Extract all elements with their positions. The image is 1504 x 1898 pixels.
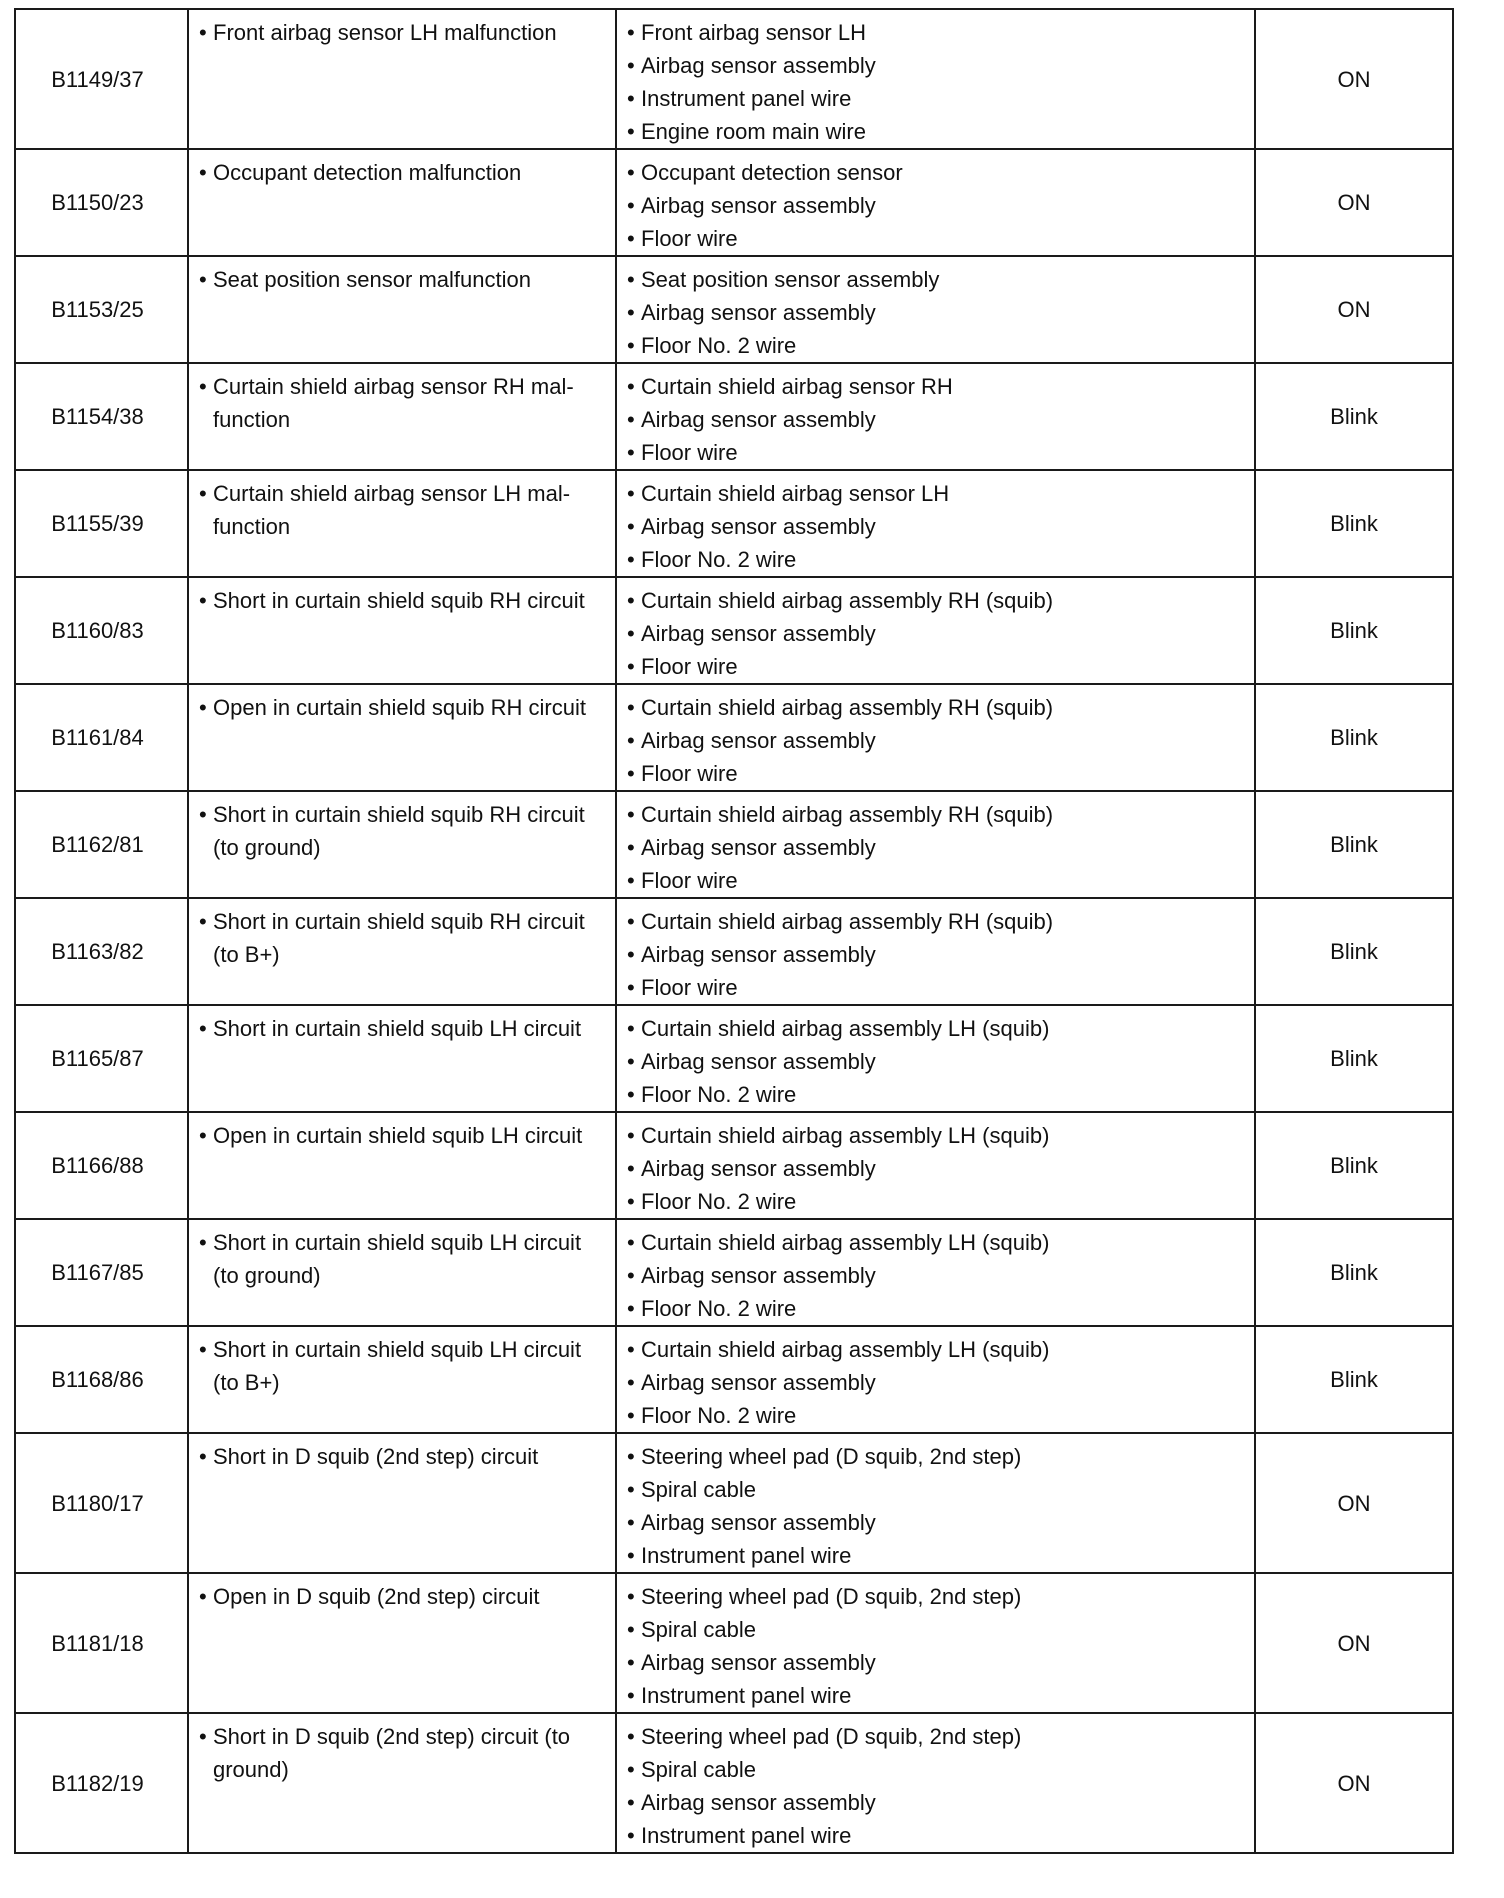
trouble-area-list xyxy=(627,798,1248,897)
detection-item-cell xyxy=(188,898,616,1005)
trouble-area-item: • Curtain shield airbag assembly LH (squib) xyxy=(627,1119,1248,1152)
dtc-code: B1166/88 xyxy=(15,1112,188,1219)
detection-item: • Short in curtain shield squib RH circuit (to ground) xyxy=(199,798,609,864)
trouble-area-list xyxy=(627,263,1248,362)
detection-item-cell xyxy=(188,1326,616,1433)
detection-item-cell xyxy=(188,256,616,363)
detection-item-cell xyxy=(188,1112,616,1219)
detection-item: • Open in curtain shield squib RH circuit xyxy=(199,691,609,724)
trouble-area-cell xyxy=(616,1326,1255,1433)
dtc-row xyxy=(15,9,1453,149)
trouble-area-item: • Instrument panel wire xyxy=(627,1679,1248,1712)
detection-item-list xyxy=(199,477,609,543)
detection-item-cell xyxy=(188,1005,616,1112)
warning-light-status: Blink xyxy=(1255,1005,1453,1112)
trouble-area-list xyxy=(627,905,1248,1004)
dtc-row xyxy=(15,1326,1453,1433)
warning-light-status: Blink xyxy=(1255,1112,1453,1219)
trouble-area-list xyxy=(627,370,1248,469)
warning-light-status: Blink xyxy=(1255,791,1453,898)
dtc-row xyxy=(15,577,1453,684)
warning-light-status: Blink xyxy=(1255,1219,1453,1326)
trouble-area-item: • Instrument panel wire xyxy=(627,1539,1248,1572)
trouble-area-cell xyxy=(616,1573,1255,1713)
trouble-area-item: • Airbag sensor assembly xyxy=(627,49,1248,82)
dtc-code: B1162/81 xyxy=(15,791,188,898)
detection-item: • Open in D squib (2nd step) circuit xyxy=(199,1580,609,1613)
detection-item-list xyxy=(199,584,609,617)
trouble-area-list xyxy=(627,584,1248,683)
warning-light-status: ON xyxy=(1255,149,1453,256)
detection-item-list xyxy=(199,370,609,436)
trouble-area-list xyxy=(627,1226,1248,1325)
detection-item: • Open in curtain shield squib LH circuit xyxy=(199,1119,609,1152)
dtc-code: B1153/25 xyxy=(15,256,188,363)
trouble-area-item: • Airbag sensor assembly xyxy=(627,1045,1248,1078)
trouble-area-cell xyxy=(616,9,1255,149)
trouble-area-item: • Steering wheel pad (D squib, 2nd step) xyxy=(627,1720,1248,1753)
detection-item: • Short in D squib (2nd step) circuit (to ground) xyxy=(199,1720,609,1786)
trouble-area-item: • Floor No. 2 wire xyxy=(627,1078,1248,1111)
detection-item-list xyxy=(199,16,609,49)
dtc-code: B1163/82 xyxy=(15,898,188,1005)
trouble-area-cell xyxy=(616,1005,1255,1112)
trouble-area-item: • Floor wire xyxy=(627,650,1248,683)
warning-light-status: Blink xyxy=(1255,470,1453,577)
trouble-area-list xyxy=(627,477,1248,576)
dtc-code: B1167/85 xyxy=(15,1219,188,1326)
dtc-row xyxy=(15,256,1453,363)
detection-item: • Short in curtain shield squib LH circuit (to B+) xyxy=(199,1333,609,1399)
warning-light-status: Blink xyxy=(1255,898,1453,1005)
detection-item: • Seat position sensor malfunction xyxy=(199,263,609,296)
dtc-row xyxy=(15,149,1453,256)
trouble-area-item: • Floor No. 2 wire xyxy=(627,1399,1248,1432)
dtc-row xyxy=(15,1005,1453,1112)
trouble-area-list xyxy=(627,1580,1248,1712)
trouble-area-item: • Airbag sensor assembly xyxy=(627,1152,1248,1185)
trouble-area-list xyxy=(627,1119,1248,1218)
dtc-row xyxy=(15,1219,1453,1326)
detection-item-list xyxy=(199,691,609,724)
trouble-area-item: • Spiral cable xyxy=(627,1753,1248,1786)
trouble-area-item: • Curtain shield airbag assembly RH (squib) xyxy=(627,905,1248,938)
trouble-area-cell xyxy=(616,898,1255,1005)
trouble-area-cell xyxy=(616,577,1255,684)
detection-item: • Short in curtain shield squib RH circuit xyxy=(199,584,609,617)
trouble-area-cell xyxy=(616,791,1255,898)
dtc-code: B1150/23 xyxy=(15,149,188,256)
dtc-row xyxy=(15,363,1453,470)
trouble-area-list xyxy=(627,1440,1248,1572)
detection-item-cell xyxy=(188,1219,616,1326)
warning-light-status: ON xyxy=(1255,1433,1453,1573)
dtc-table xyxy=(14,8,1454,1854)
detection-item-list xyxy=(199,905,609,971)
dtc-row xyxy=(15,898,1453,1005)
dtc-code: B1155/39 xyxy=(15,470,188,577)
dtc-row xyxy=(15,1112,1453,1219)
detection-item: • Short in curtain shield squib LH circuit (to ground) xyxy=(199,1226,609,1292)
trouble-area-item: • Airbag sensor assembly xyxy=(627,831,1248,864)
trouble-area-cell xyxy=(616,684,1255,791)
dtc-code: B1181/18 xyxy=(15,1573,188,1713)
trouble-area-item: • Occupant detection sensor xyxy=(627,156,1248,189)
dtc-table-body xyxy=(15,9,1453,1853)
detection-item: • Curtain shield airbag sensor RH mal-function xyxy=(199,370,609,436)
detection-item-cell xyxy=(188,791,616,898)
trouble-area-item: • Seat position sensor assembly xyxy=(627,263,1248,296)
dtc-code: B1180/17 xyxy=(15,1433,188,1573)
trouble-area-item: • Floor No. 2 wire xyxy=(627,543,1248,576)
dtc-code: B1182/19 xyxy=(15,1713,188,1853)
detection-item-list xyxy=(199,1580,609,1613)
detection-item-list xyxy=(199,798,609,864)
trouble-area-item: • Floor No. 2 wire xyxy=(627,1185,1248,1218)
trouble-area-item: • Airbag sensor assembly xyxy=(627,1786,1248,1819)
dtc-row xyxy=(15,684,1453,791)
warning-light-status: ON xyxy=(1255,256,1453,363)
dtc-row xyxy=(15,1433,1453,1573)
trouble-area-cell xyxy=(616,256,1255,363)
trouble-area-item: • Spiral cable xyxy=(627,1473,1248,1506)
warning-light-status: ON xyxy=(1255,9,1453,149)
detection-item-cell xyxy=(188,363,616,470)
trouble-area-cell xyxy=(616,1112,1255,1219)
warning-light-status: Blink xyxy=(1255,363,1453,470)
warning-light-status: Blink xyxy=(1255,684,1453,791)
trouble-area-item: • Airbag sensor assembly xyxy=(627,403,1248,436)
dtc-row xyxy=(15,1713,1453,1853)
warning-light-status: Blink xyxy=(1255,1326,1453,1433)
trouble-area-item: • Airbag sensor assembly xyxy=(627,296,1248,329)
trouble-area-item: • Engine room main wire xyxy=(627,115,1248,148)
trouble-area-item: • Airbag sensor assembly xyxy=(627,1506,1248,1539)
detection-item-cell xyxy=(188,9,616,149)
dtc-row xyxy=(15,791,1453,898)
trouble-area-item: • Curtain shield airbag assembly LH (squib) xyxy=(627,1012,1248,1045)
trouble-area-cell xyxy=(616,1713,1255,1853)
trouble-area-item: • Curtain shield airbag assembly RH (squib) xyxy=(627,584,1248,617)
dtc-row xyxy=(15,470,1453,577)
trouble-area-cell xyxy=(616,149,1255,256)
detection-item-cell xyxy=(188,1433,616,1573)
trouble-area-item: • Airbag sensor assembly xyxy=(627,189,1248,222)
trouble-area-item: • Instrument panel wire xyxy=(627,1819,1248,1852)
trouble-area-item: • Floor wire xyxy=(627,222,1248,255)
trouble-area-item: • Curtain shield airbag assembly RH (squib) xyxy=(627,691,1248,724)
trouble-area-list xyxy=(627,16,1248,148)
trouble-area-cell xyxy=(616,470,1255,577)
trouble-area-cell xyxy=(616,1219,1255,1326)
detection-item-cell xyxy=(188,1573,616,1713)
trouble-area-item: • Airbag sensor assembly xyxy=(627,724,1248,757)
trouble-area-item: • Floor wire xyxy=(627,864,1248,897)
warning-light-status: ON xyxy=(1255,1713,1453,1853)
trouble-area-list xyxy=(627,1012,1248,1111)
trouble-area-list xyxy=(627,156,1248,255)
dtc-code: B1160/83 xyxy=(15,577,188,684)
trouble-area-item: • Curtain shield airbag sensor RH xyxy=(627,370,1248,403)
dtc-code: B1168/86 xyxy=(15,1326,188,1433)
trouble-area-list xyxy=(627,691,1248,790)
trouble-area-item: • Airbag sensor assembly xyxy=(627,510,1248,543)
detection-item: • Front airbag sensor LH malfunction xyxy=(199,16,609,49)
detection-item-list xyxy=(199,156,609,189)
trouble-area-item: • Front airbag sensor LH xyxy=(627,16,1248,49)
trouble-area-item: • Curtain shield airbag sensor LH xyxy=(627,477,1248,510)
warning-light-status: Blink xyxy=(1255,577,1453,684)
trouble-area-item: • Curtain shield airbag assembly RH (squib) xyxy=(627,798,1248,831)
detection-item-list xyxy=(199,1440,609,1473)
detection-item-list xyxy=(199,263,609,296)
trouble-area-item: • Airbag sensor assembly xyxy=(627,617,1248,650)
dtc-code: B1165/87 xyxy=(15,1005,188,1112)
detection-item-list xyxy=(199,1720,609,1786)
trouble-area-item: • Airbag sensor assembly xyxy=(627,1366,1248,1399)
trouble-area-item: • Floor wire xyxy=(627,436,1248,469)
trouble-area-item: • Curtain shield airbag assembly LH (squib) xyxy=(627,1226,1248,1259)
trouble-area-item: • Floor wire xyxy=(627,757,1248,790)
trouble-area-item: • Steering wheel pad (D squib, 2nd step) xyxy=(627,1440,1248,1473)
detection-item-cell xyxy=(188,470,616,577)
detection-item-list xyxy=(199,1119,609,1152)
detection-item-cell xyxy=(188,149,616,256)
trouble-area-cell xyxy=(616,363,1255,470)
trouble-area-item: • Floor No. 2 wire xyxy=(627,1292,1248,1325)
trouble-area-item: • Instrument panel wire xyxy=(627,82,1248,115)
detection-item-cell xyxy=(188,684,616,791)
dtc-table-page xyxy=(14,8,1454,1854)
dtc-code: B1154/38 xyxy=(15,363,188,470)
detection-item-list xyxy=(199,1012,609,1045)
detection-item: • Short in D squib (2nd step) circuit xyxy=(199,1440,609,1473)
detection-item: • Occupant detection malfunction xyxy=(199,156,609,189)
dtc-row xyxy=(15,1573,1453,1713)
detection-item: • Short in curtain shield squib RH circuit (to B+) xyxy=(199,905,609,971)
dtc-code: B1161/84 xyxy=(15,684,188,791)
trouble-area-cell xyxy=(616,1433,1255,1573)
trouble-area-item: • Floor wire xyxy=(627,971,1248,1004)
trouble-area-list xyxy=(627,1720,1248,1852)
trouble-area-item: • Curtain shield airbag assembly LH (squib) xyxy=(627,1333,1248,1366)
detection-item-list xyxy=(199,1226,609,1292)
trouble-area-item: • Airbag sensor assembly xyxy=(627,1646,1248,1679)
detection-item-cell xyxy=(188,577,616,684)
warning-light-status: ON xyxy=(1255,1573,1453,1713)
trouble-area-item: • Floor No. 2 wire xyxy=(627,329,1248,362)
detection-item-list xyxy=(199,1333,609,1399)
trouble-area-item: • Airbag sensor assembly xyxy=(627,1259,1248,1292)
detection-item-cell xyxy=(188,1713,616,1853)
trouble-area-item: • Spiral cable xyxy=(627,1613,1248,1646)
trouble-area-item: • Airbag sensor assembly xyxy=(627,938,1248,971)
trouble-area-item: • Steering wheel pad (D squib, 2nd step) xyxy=(627,1580,1248,1613)
dtc-code: B1149/37 xyxy=(15,9,188,149)
trouble-area-list xyxy=(627,1333,1248,1432)
detection-item: • Curtain shield airbag sensor LH mal-function xyxy=(199,477,609,543)
detection-item: • Short in curtain shield squib LH circuit xyxy=(199,1012,609,1045)
